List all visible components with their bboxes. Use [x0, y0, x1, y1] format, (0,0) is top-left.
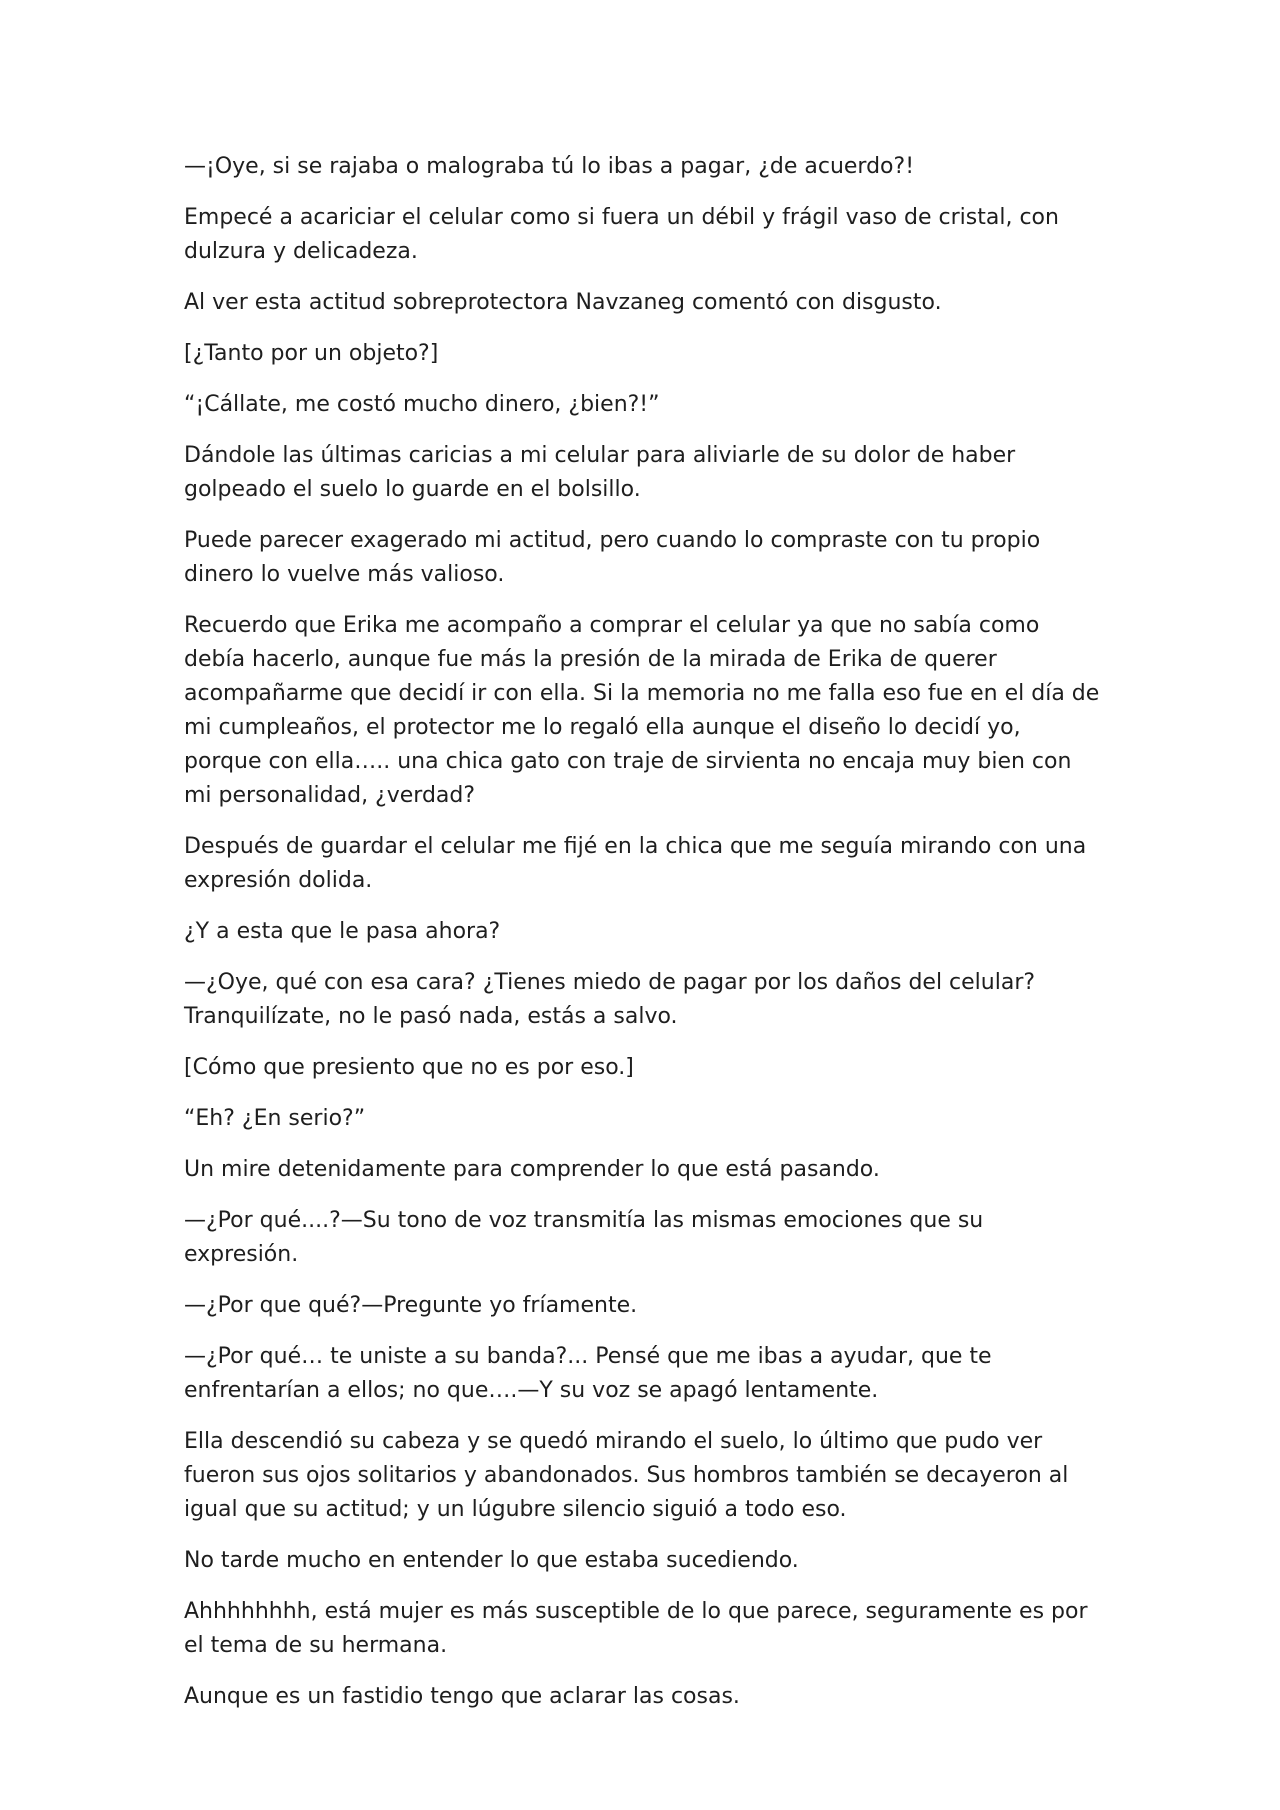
paragraph: Después de guardar el celular me fijé en la chica que me seguía mirando con una expresión dolida. — [184, 834, 1087, 893]
paragraph: Aunque es un fastidio tengo que aclarar las cosas. — [184, 1684, 740, 1709]
paragraph: Recuerdo que Erika me acompaño a comprar el celular ya que no sabía como debía hacerlo, aunque fue más la presión de la mirada de Erika de querer acompañarme que decidí ir con ella. Si la memoria no me falla eso fue en el día de mi cumpleaños, el protector me lo regaló ella aunque el diseño lo decidí yo, porque con ella….. una chica gato con traje de sirvienta no encaja muy bien con mi personalidad, ¿verdad? — [184, 613, 1100, 808]
paragraph: Ella descendió su cabeza y se quedó mirando el suelo, lo último que pudo ver fueron sus ojos solitarios y abandonados. Sus hombros también se decayeron al igual que su actitud; y un lúgubre silencio siguió a todo eso. — [184, 1429, 1069, 1522]
paragraph: Al ver esta actitud sobreprotectora Navzaneg comentó con disgusto. — [184, 290, 942, 315]
paragraph: —¿Por qué....?—Su tono de voz transmitía las mismas emociones que su expresión. — [184, 1208, 984, 1267]
document-page — [184, 150, 1104, 1731]
paragraph: Dándole las últimas caricias a mi celular para aliviarle de su dolor de haber golpeado el suelo lo guarde en el bolsillo. — [184, 443, 1016, 502]
paragraph: [¿Tanto por un objeto?] — [184, 341, 439, 366]
paragraph: Ahhhhhhhh, está mujer es más susceptible de lo que parece, seguramente es por el tema de su hermana. — [184, 1599, 1088, 1658]
paragraph: Empecé a acariciar el celular como si fuera un débil y frágil vaso de cristal, con dulzura y delicadeza. — [184, 205, 1059, 264]
paragraph: Puede parecer exagerado mi actitud, pero cuando lo compraste con tu propio dinero lo vuelve más valioso. — [184, 528, 1041, 587]
paragraph: Un mire detenidamente para comprender lo que está pasando. — [184, 1157, 880, 1182]
paragraph: No tarde mucho en entender lo que estaba sucediendo. — [184, 1548, 799, 1573]
paragraph: ¿Y a esta que le pasa ahora? — [184, 919, 501, 944]
paragraph: —¿Oye, qué con esa cara? ¿Tienes miedo de pagar por los daños del celular? Tranquilízate, no le pasó nada, estás a salvo. — [184, 970, 1036, 1029]
paragraph: —¡Oye, si se rajaba o malograba tú lo ibas a pagar, ¿de acuerdo?! — [184, 154, 915, 179]
paragraph: —¿Por qué… te uniste a su banda?... Pensé que me ibas a ayudar, que te enfrentarían a ellos; no que….—Y su voz se apagó lentamente. — [184, 1344, 992, 1403]
paragraph: —¿Por que qué?—Pregunte yo fríamente. — [184, 1293, 638, 1318]
paragraph: “Eh? ¿En serio?” — [184, 1106, 366, 1131]
paragraph: “¡Cállate, me costó mucho dinero, ¿bien?!” — [184, 392, 660, 417]
paragraph: [Cómo que presiento que no es por eso.] — [184, 1055, 634, 1080]
